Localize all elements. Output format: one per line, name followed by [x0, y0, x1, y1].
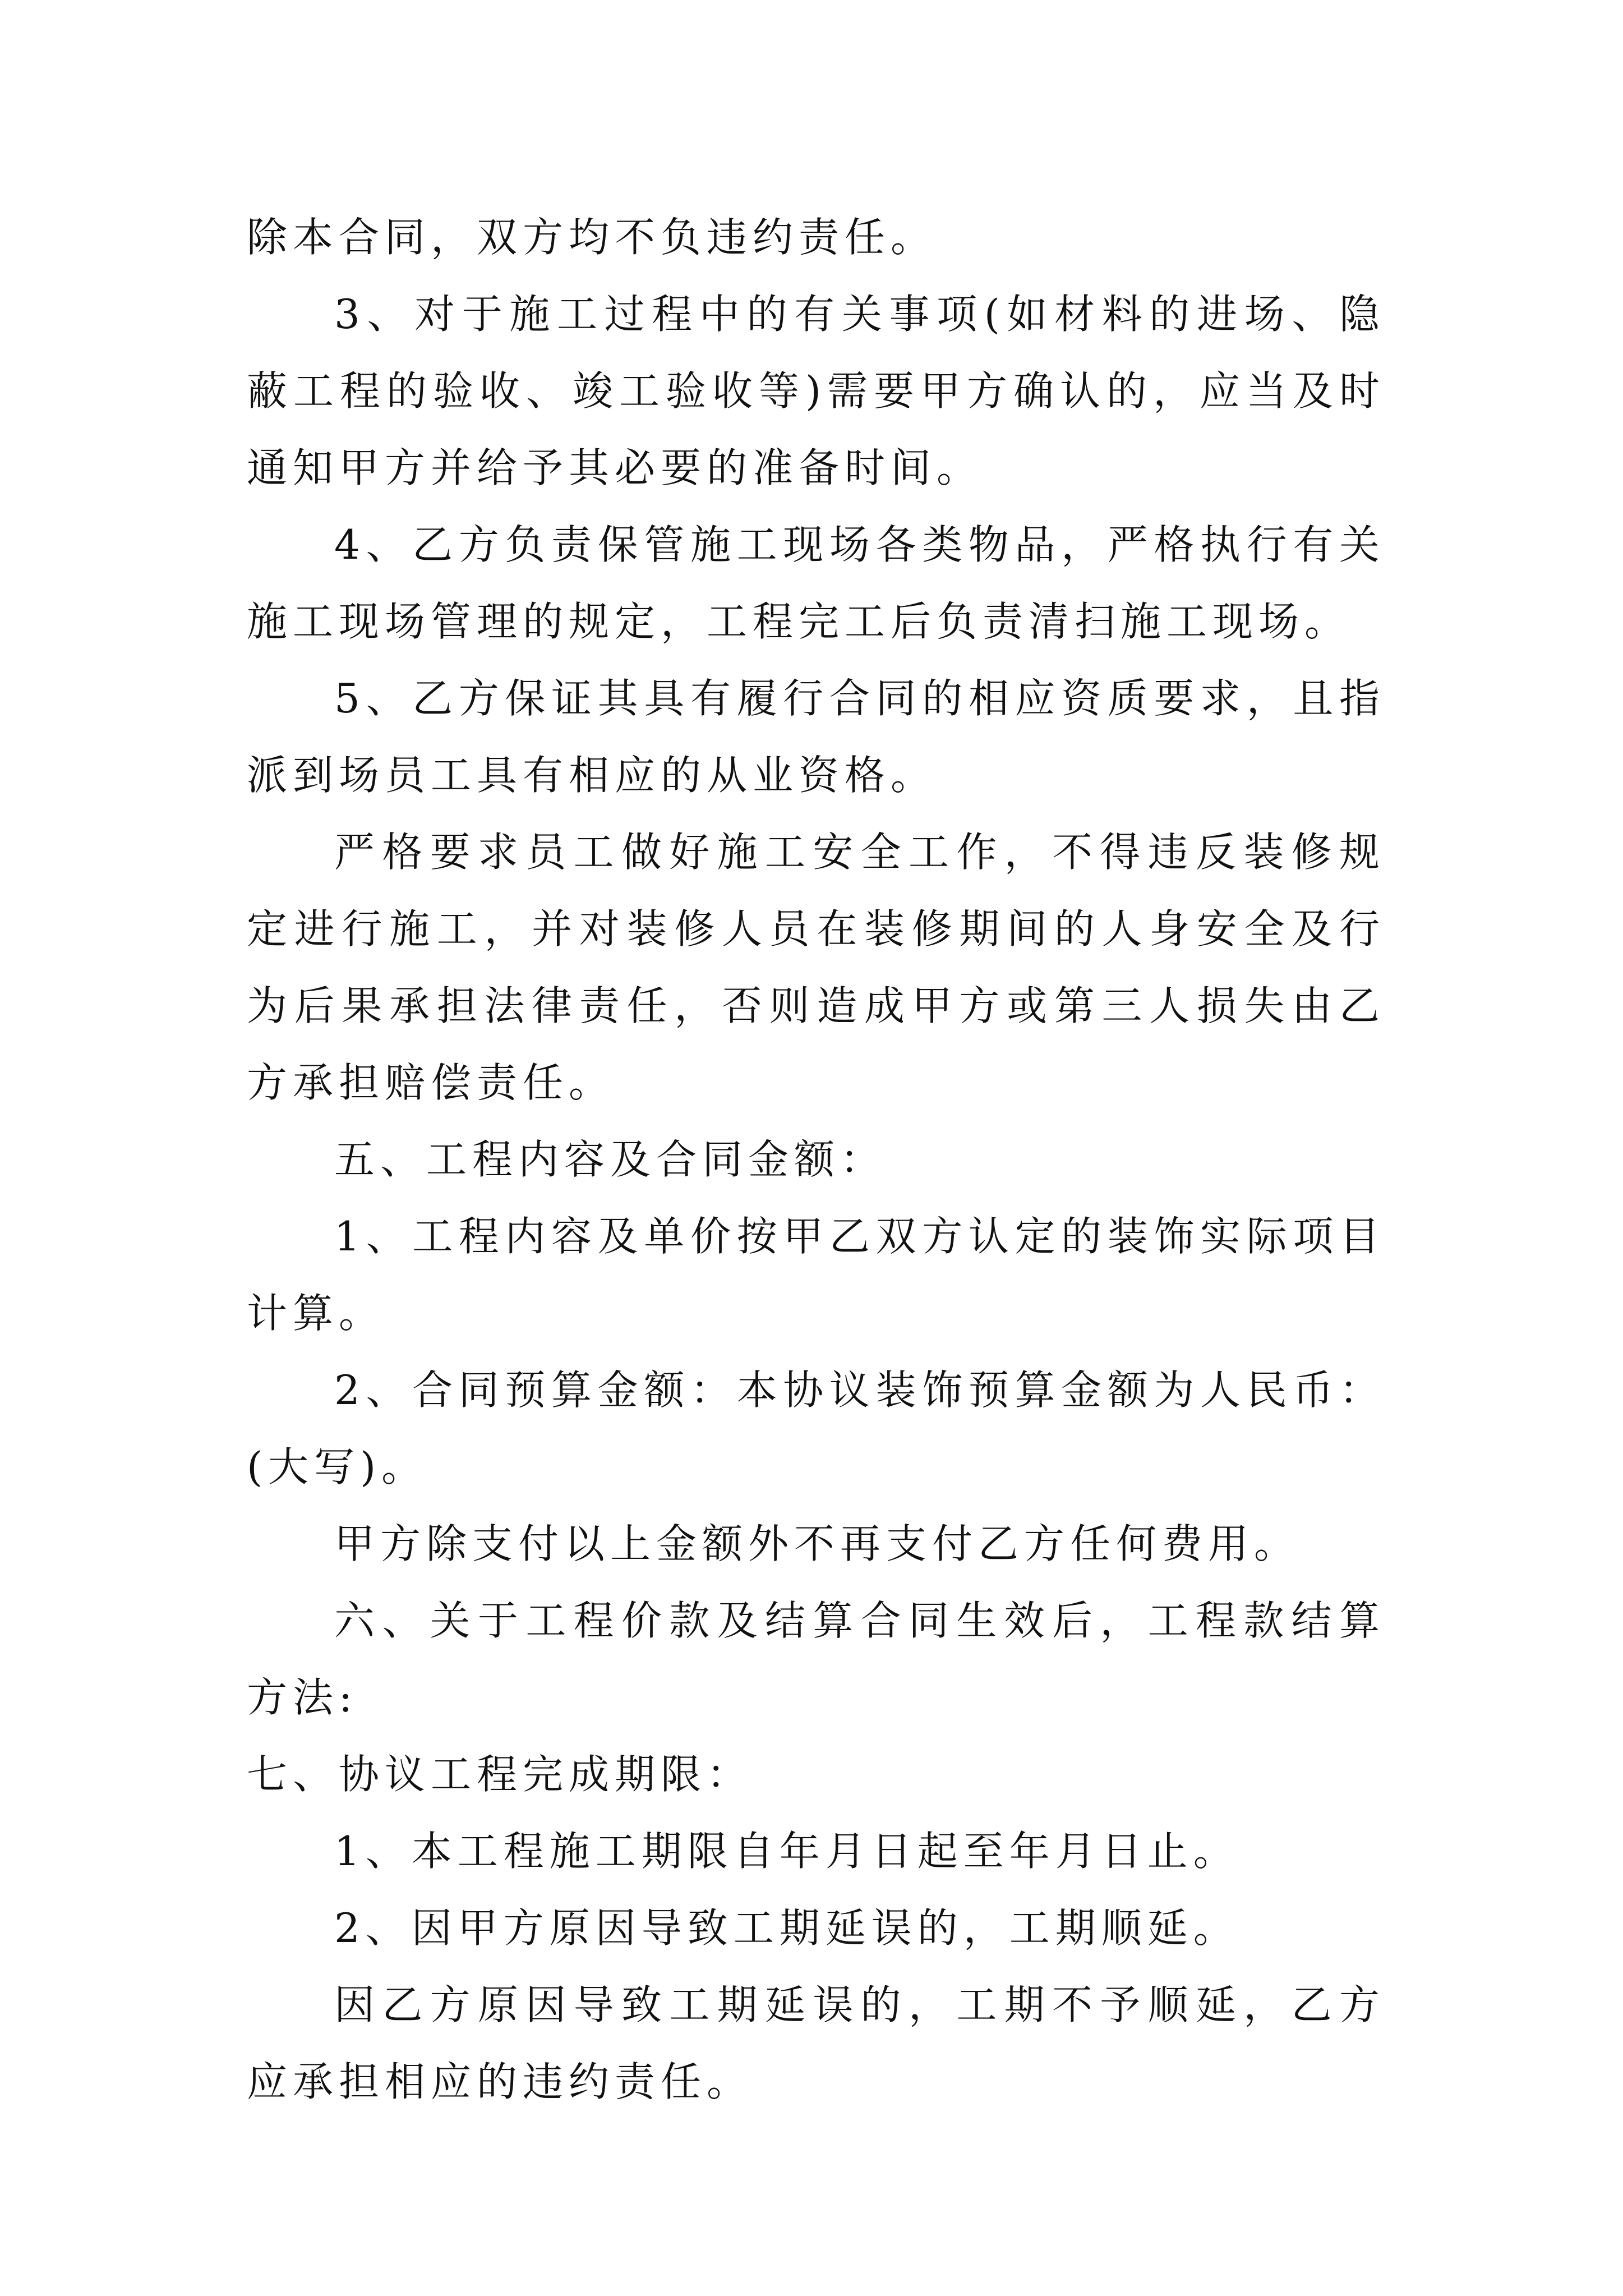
- document-body: [247, 199, 1385, 2120]
- paragraph: 严格要求员工做好施工安全工作，不得违反装修规定进行施工，并对装修人员在装修期间的人身安全及行为后果承担法律责任，否则造成甲方或第三人损失由乙方承担赔偿责任。: [247, 829, 1385, 1106]
- paragraph: 甲方除支付以上金额外不再支付乙方任何费用。: [334, 1520, 1301, 1567]
- paragraph: 因乙方原因导致工期延误的，工期不予顺延，乙方应承担相应的违约责任。: [247, 1981, 1385, 2105]
- paragraph: 2、因甲方原因导致工期延误的，工期顺延。: [334, 1904, 1239, 1952]
- paragraph: 4、乙方负责保管施工现场各类物品，严格执行有关施工现场管理的规定，工程完工后负责清扫施工现场。: [247, 521, 1385, 645]
- paragraph: 5、乙方保证其具有履行合同的相应资质要求，且指派到场员工具有相应的从业资格。: [247, 675, 1385, 799]
- section-heading: 五、工程内容及合同金额：: [334, 1136, 887, 1183]
- paragraph: 2、合同预算金额：本协议装饰预算金额为人民币：(大写)。: [247, 1366, 1385, 1490]
- paragraph: 3、对于施工过程中的有关事项(如材料的进场、隐蔽工程的验收、竣工验收等)需要甲方确认的，应当及时通知甲方并给予其必要的准备时间。: [247, 291, 1385, 491]
- paragraph: 1、本工程施工期限自年月日起至年月日止。: [334, 1828, 1239, 1875]
- paragraph: 除本合同，双方均不负违约责任。: [247, 214, 937, 261]
- section-heading: 六、关于工程价款及结算合同生效后，工程款结算方法:: [247, 1597, 1385, 1721]
- section-heading: 七、协议工程完成期限：: [247, 1751, 753, 1798]
- paragraph: 1、工程内容及单价按甲乙双方认定的装饰实际项目计算。: [247, 1213, 1385, 1337]
